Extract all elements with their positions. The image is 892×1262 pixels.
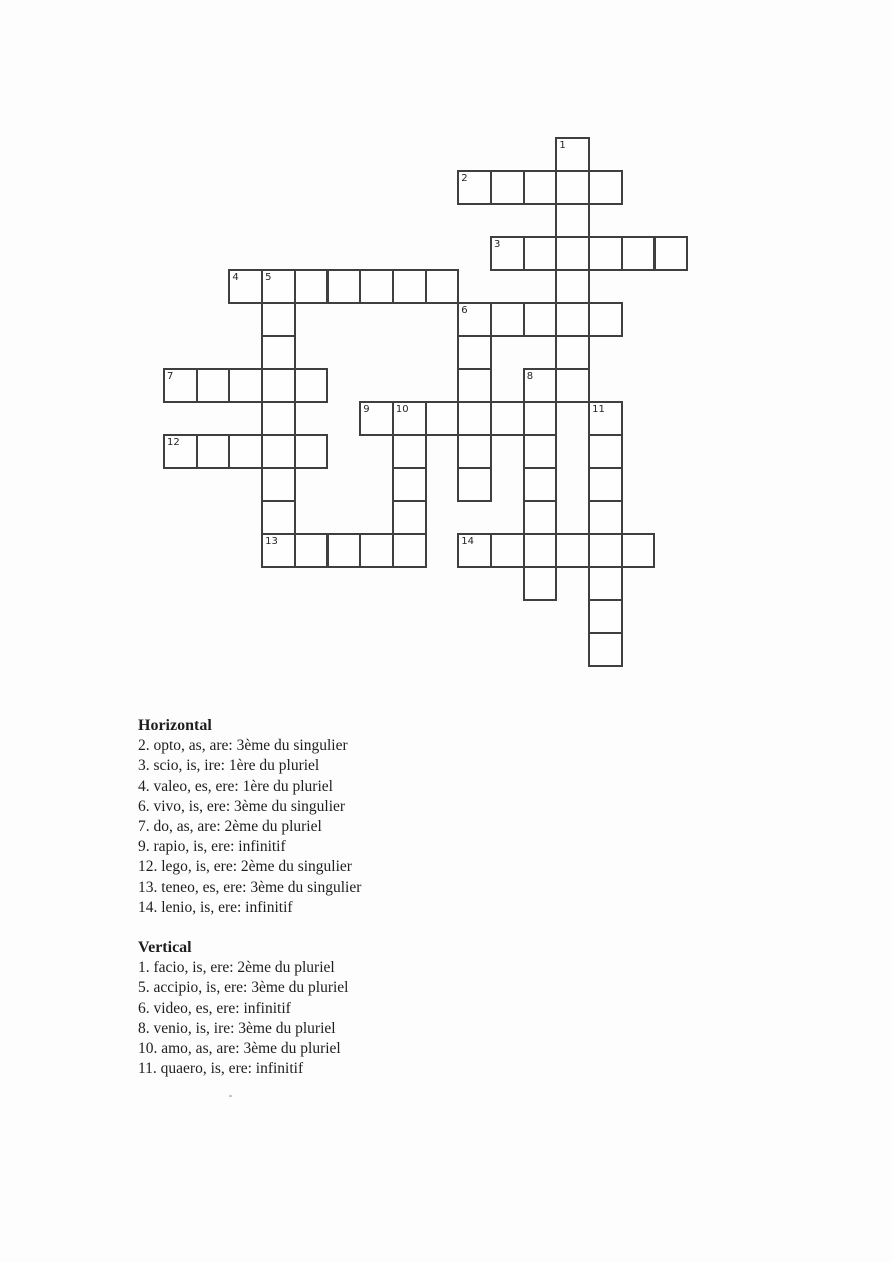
grid-cell bbox=[490, 533, 525, 568]
clue-item: 12. lego, is, ere: 2ème du singulier bbox=[138, 858, 352, 876]
word-number-label: 5 bbox=[265, 272, 272, 283]
grid-cell bbox=[588, 236, 623, 271]
grid-cell bbox=[490, 401, 525, 436]
word-number-label: 8 bbox=[526, 371, 534, 382]
grid-cell bbox=[523, 401, 558, 436]
horizontal-clues-block bbox=[138, 716, 361, 918]
clue-item: 5. accipio, is, ere: 3ème du pluriel bbox=[138, 979, 349, 997]
grid-cell bbox=[294, 533, 329, 568]
grid-cell bbox=[490, 170, 525, 205]
grid-cell bbox=[654, 236, 689, 271]
word-number-label: 12 bbox=[167, 437, 180, 448]
grid-cell bbox=[588, 467, 623, 502]
grid-cell bbox=[261, 335, 296, 370]
grid-cell bbox=[555, 170, 590, 205]
grid-cell bbox=[523, 533, 558, 568]
grid-cell bbox=[261, 302, 296, 337]
grid-cell bbox=[523, 500, 558, 535]
word-number-label: 11 bbox=[592, 404, 605, 415]
grid-cell bbox=[261, 368, 296, 403]
grid-cell bbox=[359, 533, 394, 568]
grid-cell bbox=[294, 269, 329, 304]
grid-cell bbox=[359, 269, 394, 304]
clue-item: 8. venio, is, ire: 3ème du pluriel bbox=[138, 1019, 336, 1037]
grid-cell bbox=[392, 500, 427, 535]
grid-cell bbox=[457, 335, 492, 370]
clue-item: 14. lenio, is, ere: infinitif bbox=[138, 898, 293, 916]
grid-cell bbox=[555, 368, 590, 403]
grid-cell bbox=[555, 269, 590, 304]
grid-cell bbox=[523, 236, 558, 271]
grid-cell bbox=[523, 566, 558, 601]
grid-cell bbox=[588, 599, 623, 634]
grid-cell bbox=[294, 434, 329, 469]
grid-cell bbox=[523, 302, 558, 337]
clue-item: 10. amo, as, are: 3ème du pluriel bbox=[138, 1040, 341, 1058]
grid-cell bbox=[261, 401, 296, 436]
horizontal-clues-list bbox=[138, 736, 361, 918]
grid-cell bbox=[392, 434, 427, 469]
clue-item: 1. facio, is, ere: 2ème du pluriel bbox=[138, 959, 335, 977]
grid-cell bbox=[588, 434, 623, 469]
word-number-label: 7 bbox=[167, 371, 174, 382]
clue-item: 11. quaero, is, ere: infinitif bbox=[138, 1060, 304, 1078]
grid-cell bbox=[555, 236, 590, 271]
word-number-label: 2 bbox=[461, 173, 468, 184]
clue-item: 6. vivo, is, ere: 3ème du singulier bbox=[138, 797, 346, 815]
grid-cell bbox=[392, 467, 427, 502]
word-number-label: 3 bbox=[494, 239, 501, 250]
word-number-label: 14 bbox=[461, 536, 475, 547]
clue-item: 6. video, es, ere: infinitif bbox=[138, 999, 291, 1017]
clue-item: 4. valeo, es, ere: 1ère du pluriel bbox=[138, 777, 333, 795]
grid-cell bbox=[523, 434, 558, 469]
grid-cell bbox=[621, 533, 656, 568]
word-number-label: 13 bbox=[265, 536, 278, 547]
vertical-clues-list bbox=[138, 958, 348, 1079]
vertical-clues-title: Vertical bbox=[138, 939, 192, 956]
grid-cell bbox=[457, 467, 492, 502]
grid-cell bbox=[327, 269, 362, 304]
grid-cell bbox=[294, 368, 329, 403]
word-number-label: 10 bbox=[395, 404, 409, 415]
grid-cell bbox=[523, 170, 558, 205]
scan-speckle bbox=[229, 1095, 232, 1097]
grid-cell bbox=[490, 302, 525, 337]
grid-cell bbox=[555, 335, 590, 370]
grid-cell bbox=[555, 302, 590, 337]
grid-cell bbox=[555, 203, 590, 238]
word-number-label: 1 bbox=[559, 140, 566, 151]
grid-cell bbox=[327, 533, 362, 568]
grid-cell bbox=[196, 368, 231, 403]
vertical-clues-block bbox=[138, 938, 348, 1079]
grid-cell bbox=[261, 500, 296, 535]
grid-cell bbox=[588, 566, 623, 601]
clue-item: 7. do, as, are: 2ème du pluriel bbox=[138, 818, 322, 836]
clue-item: 2. opto, as, are: 3ème du singulier bbox=[138, 737, 348, 755]
grid-cell bbox=[555, 533, 590, 568]
grid-cell bbox=[523, 467, 558, 502]
grid-cell bbox=[425, 269, 460, 304]
grid-cell bbox=[261, 434, 296, 469]
clue-item: 13. teneo, es, ere: 3ème du singulier bbox=[138, 878, 362, 896]
grid-cell bbox=[621, 236, 656, 271]
grid-cell bbox=[588, 500, 623, 535]
grid-cell bbox=[392, 533, 427, 568]
grid-cell bbox=[588, 170, 623, 205]
word-number-label: 6 bbox=[461, 305, 468, 316]
word-number-label: 9 bbox=[363, 404, 370, 415]
grid-cell bbox=[425, 401, 460, 436]
grid-cell bbox=[457, 434, 492, 469]
grid-cell bbox=[588, 632, 623, 667]
grid-cell bbox=[457, 401, 492, 436]
horizontal-clues-title: Horizontal bbox=[138, 717, 212, 734]
grid-cell bbox=[588, 533, 623, 568]
grid-cell bbox=[196, 434, 231, 469]
grid-cell bbox=[588, 302, 623, 337]
grid-cell bbox=[228, 368, 263, 403]
word-number-label: 4 bbox=[232, 272, 239, 283]
grid-cell bbox=[228, 434, 263, 469]
grid-cell bbox=[261, 467, 296, 502]
grid-cell bbox=[457, 368, 492, 403]
clue-item: 3. scio, is, ire: 1ère du pluriel bbox=[138, 757, 320, 775]
clue-item: 9. rapio, is, ere: infinitif bbox=[138, 838, 286, 856]
grid-cell bbox=[392, 269, 427, 304]
